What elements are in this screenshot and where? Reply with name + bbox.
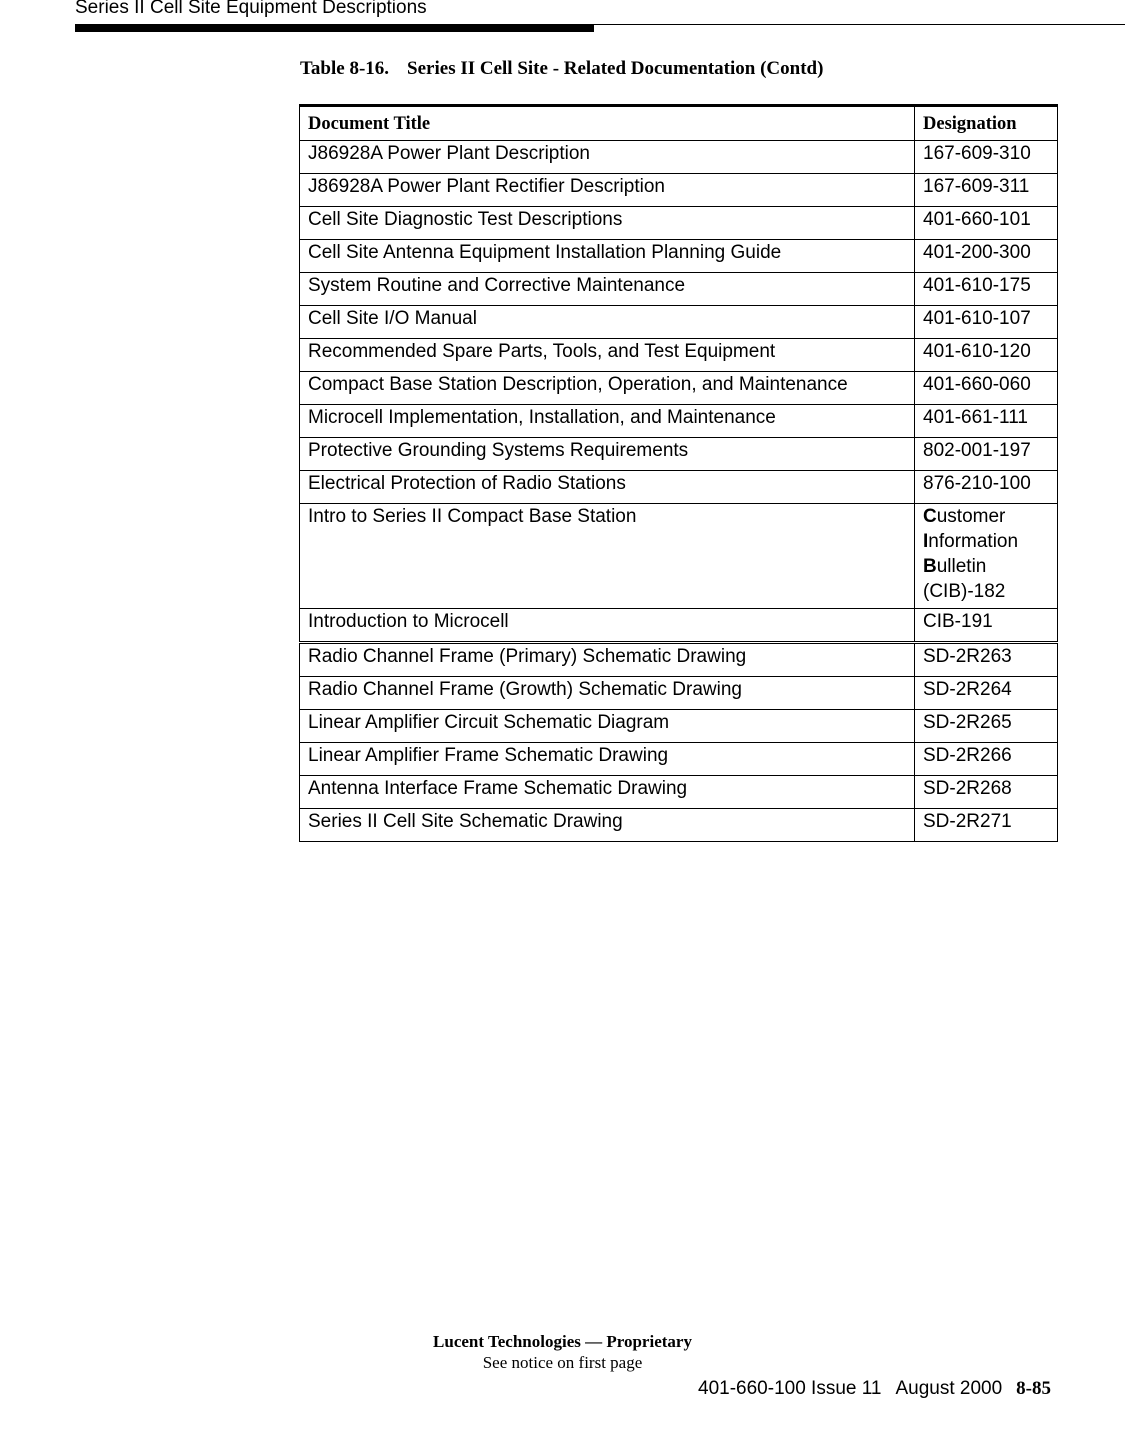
table-row [300, 471, 1058, 504]
designation-cell: SD-2R271 [915, 809, 1058, 842]
table-caption [300, 58, 823, 80]
designation-cell: 802-001-197 [915, 438, 1058, 471]
designation-cell [915, 504, 1058, 609]
document-title-cell: Series II Cell Site Schematic Drawing [300, 809, 915, 842]
designation-cell: 401-660-101 [915, 207, 1058, 240]
footer-doc-info [698, 1378, 1051, 1400]
table-number: Table 8-16. [300, 58, 390, 79]
designation-cell: CIB-191 [915, 609, 1058, 643]
table-row [300, 141, 1058, 174]
footer-date: August 2000 [895, 1378, 1003, 1399]
document-title-cell: Electrical Protection of Radio Stations [300, 471, 915, 504]
table-row [300, 504, 1058, 609]
table-row [300, 240, 1058, 273]
table-row [300, 643, 1058, 677]
column-header-document-title: Document Title [300, 106, 915, 141]
table-row [300, 776, 1058, 809]
table-row [300, 710, 1058, 743]
header-rule-bar [75, 25, 594, 32]
designation-cell: 167-609-311 [915, 174, 1058, 207]
column-header-designation: Designation [915, 106, 1058, 141]
footer-company: Lucent Technologies — Proprietary [433, 1332, 692, 1351]
table-row [300, 438, 1058, 471]
document-title-cell: Linear Amplifier Frame Schematic Drawing [300, 743, 915, 776]
document-title-cell: Compact Base Station Description, Operation, and Maintenance [300, 372, 915, 405]
running-header: Series II Cell Site Equipment Descriptions [75, 0, 427, 18]
document-title-cell: Protective Grounding Systems Requirements [300, 438, 915, 471]
cib-word-rest: ulletin [936, 556, 987, 577]
footer-notice: See notice on first page [482, 1353, 643, 1372]
table-row [300, 809, 1058, 842]
table-row [300, 609, 1058, 643]
document-title-cell: Recommended Spare Parts, Tools, and Test Equipment [300, 339, 915, 372]
document-title-cell: Intro to Series II Compact Base Station [300, 504, 915, 609]
footer-doc-issue: 401-660-100 Issue 11 [698, 1378, 882, 1399]
table-row [300, 207, 1058, 240]
page-number: 8-85 [1016, 1378, 1051, 1399]
document-title-cell: Cell Site I/O Manual [300, 306, 915, 339]
designation-cell: 401-610-175 [915, 273, 1058, 306]
table-row [300, 273, 1058, 306]
cib-initial-i: I [923, 531, 929, 552]
document-title-cell: Radio Channel Frame (Growth) Schematic Drawing [300, 677, 915, 710]
document-title-cell: Linear Amplifier Circuit Schematic Diagram [300, 710, 915, 743]
designation-cell: 401-610-120 [915, 339, 1058, 372]
document-title-cell: Radio Channel Frame (Primary) Schematic Drawing [300, 643, 915, 677]
designation-cell: 167-609-310 [915, 141, 1058, 174]
cib-word-rest: ustomer [936, 506, 1006, 527]
document-title-cell: Cell Site Diagnostic Test Descriptions [300, 207, 915, 240]
designation-cell: 401-610-107 [915, 306, 1058, 339]
document-title-cell: Antenna Interface Frame Schematic Drawing [300, 776, 915, 809]
footer-proprietary [0, 1332, 1125, 1373]
designation-cell: SD-2R263 [915, 643, 1058, 677]
table-row [300, 372, 1058, 405]
documentation-table [299, 104, 1058, 842]
table-row [300, 339, 1058, 372]
designation-cell: SD-2R266 [915, 743, 1058, 776]
table-title: Series II Cell Site - Related Documentation (Contd) [407, 58, 824, 79]
designation-cell: SD-2R265 [915, 710, 1058, 743]
document-title-cell: System Routine and Corrective Maintenance [300, 273, 915, 306]
designation-cell: 401-661-111 [915, 405, 1058, 438]
cib-initial-b: B [923, 556, 937, 577]
table-row [300, 743, 1058, 776]
table-row [300, 405, 1058, 438]
document-title-cell: Cell Site Antenna Equipment Installation Planning Guide [300, 240, 915, 273]
designation-cell: SD-2R268 [915, 776, 1058, 809]
document-title-cell: Introduction to Microcell [300, 609, 915, 643]
document-title-cell: J86928A Power Plant Rectifier Description [300, 174, 915, 207]
cib-word-rest: nformation [928, 531, 1019, 552]
designation-cell: 401-660-060 [915, 372, 1058, 405]
document-title-cell: J86928A Power Plant Description [300, 141, 915, 174]
cib-code: (CIB)-182 [923, 581, 1006, 602]
document-title-cell: Microcell Implementation, Installation, and Maintenance [300, 405, 915, 438]
table-row [300, 174, 1058, 207]
designation-cell: SD-2R264 [915, 677, 1058, 710]
table-header-row [300, 106, 1058, 141]
designation-cell: 876-210-100 [915, 471, 1058, 504]
designation-cell: 401-200-300 [915, 240, 1058, 273]
table-row [300, 306, 1058, 339]
table-row [300, 677, 1058, 710]
cib-initial-c: C [923, 506, 937, 527]
